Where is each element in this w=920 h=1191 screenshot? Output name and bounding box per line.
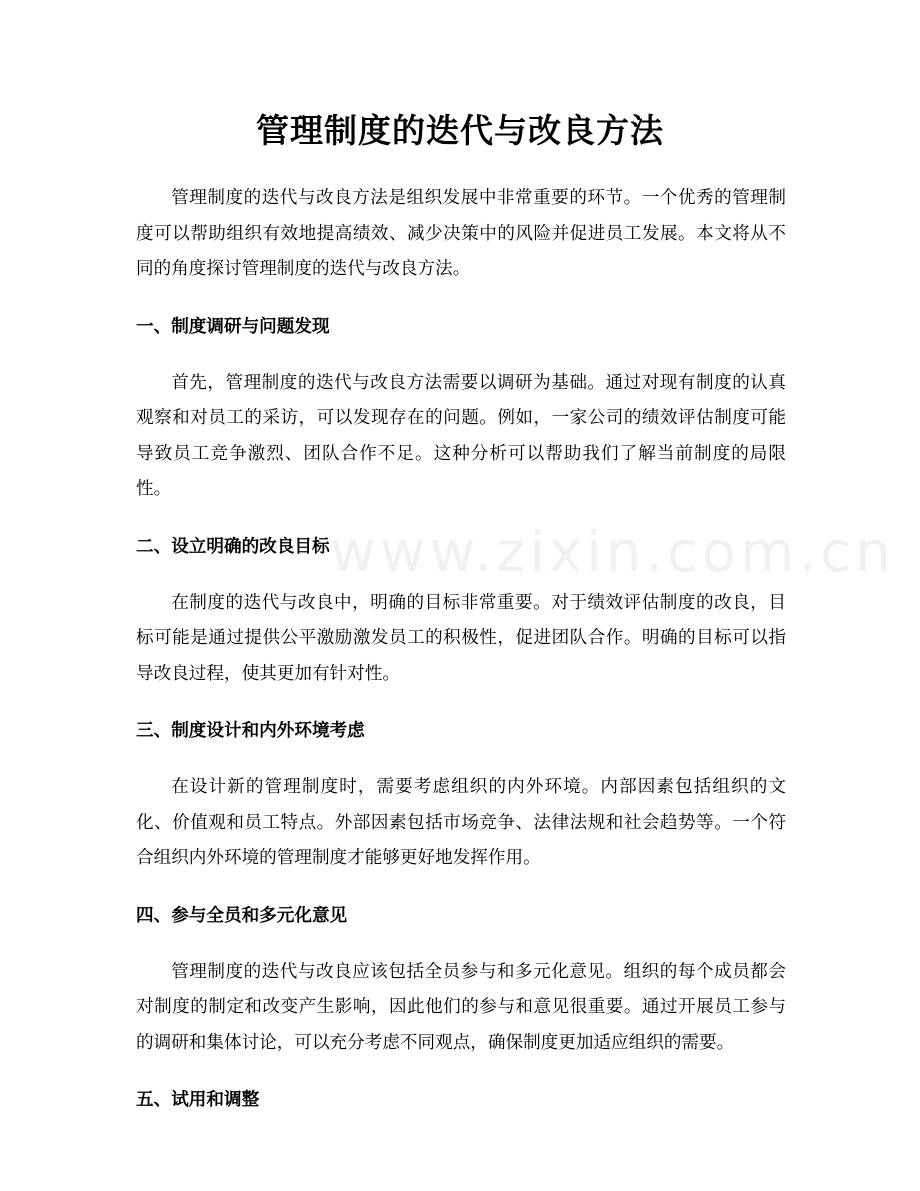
section-heading-3: 三、制度设计和内外环境考虑 [136,721,365,741]
section-heading-2: 二、设立明确的改良目标 [136,536,330,557]
section-body-1: 首先，管理制度的迭代与改良方法需要以调研为基础。通过对现有制度的认真观察和对员工的采访，可以发现存在的问题。例如，一家公司的绩效评估制度可能导致员工竞争激烈、团队合作不足。这种分析可以帮助我们了解当前制度的局限性。 [136,372,786,499]
section-heading-5: 五、试用和调整 [136,1090,260,1110]
intro-paragraph: 管理制度的迭代与改良方法是组织发展中非常重要的环节。一个优秀的管理制度可以帮助组织有效地提高绩效、减少决策中的风险并促进员工发展。本文将从不同的角度探讨管理制度的迭代与改良方法。 [136,188,786,279]
section-body-2: 在制度的迭代与改良中，明确的目标非常重要。对于绩效评估制度的改良，目标可能是通过提供公平激励激发员工的积极性，促进团队合作。明确的目标可以指导改良过程，使其更加有针对性。 [136,592,786,684]
section-body-4: 管理制度的迭代与改良应该包括全员参与和多元化意见。组织的每个成员都会对制度的制定和改变产生影响，因此他们的参与和意见很重要。通过开展员工参与的调研和集体讨论，可以充分考虑不同观点，确保制度更加适应组织的需要。 [136,961,786,1053]
section-body-3: 在设计新的管理制度时，需要考虑组织的内外环境。内部因素包括组织的文化、价值观和员工特点。外部因素包括市场竞争、法律法规和社会趋势等。一个符合组织内外环境的管理制度才能够更好地发挥作用。 [136,777,786,868]
document-body [136,181,786,1118]
section-heading-1: 一、制度调研与问题发现 [136,316,330,337]
document-title: 管理制度的迭代与改良方法 [256,111,664,150]
section-heading-4: 四、参与全员和多元化意见 [136,905,348,926]
watermark: www.zixin.com.cn [330,520,895,585]
